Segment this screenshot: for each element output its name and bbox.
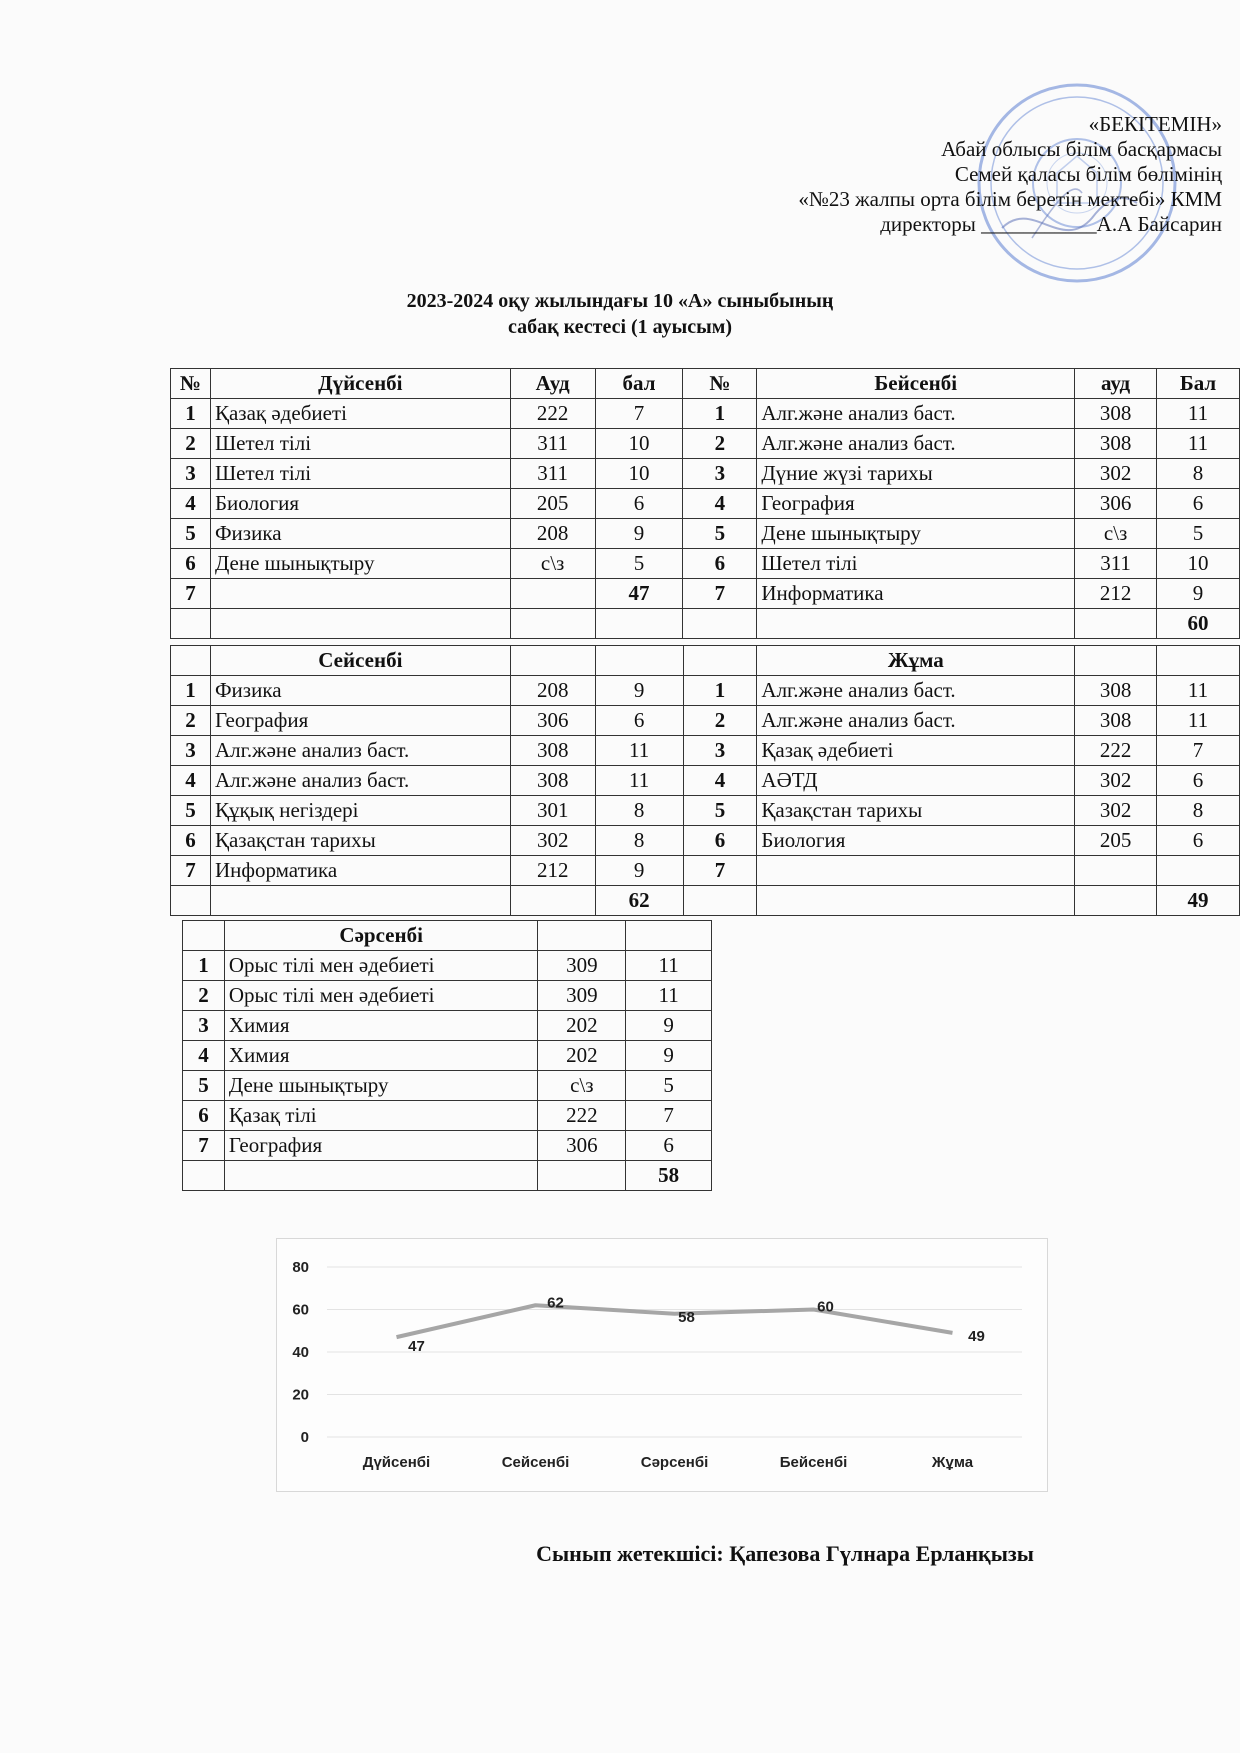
col-aud2: ауд [1075, 369, 1157, 399]
lesson-room: 302 [510, 826, 595, 856]
page-title: 2023-2024 оқу жылындағы 10 «А» сыныбының [406, 290, 834, 312]
x-tick-label: Сәрсенбі [640, 1454, 709, 1471]
lesson-subject: Шетел тілі [757, 549, 1075, 579]
friday-total: 49 [1157, 886, 1240, 916]
table-row [171, 856, 1240, 886]
schedule-table-tue-fri [170, 645, 1240, 916]
lesson-number: 1 [171, 399, 211, 429]
lesson-number: 5 [683, 519, 757, 549]
schedule-table-mon-thu [170, 368, 1240, 639]
data-label: 62 [547, 1294, 564, 1312]
lesson-points [1157, 856, 1240, 886]
empty-cell [224, 1161, 538, 1191]
class-teacher: Сынып жетекшісі: Қапезова Гүлнара Ерланқызы [536, 1541, 1034, 1566]
y-tick-label: 80 [292, 1259, 309, 1276]
lesson-room: 212 [510, 856, 595, 886]
lesson-points: 11 [595, 766, 683, 796]
lesson-points: 9 [595, 856, 683, 886]
lesson-number: 7 [683, 856, 757, 886]
lesson-number: 2 [183, 981, 225, 1011]
lesson-room: 308 [1075, 429, 1157, 459]
lesson-room [1075, 856, 1157, 886]
y-tick-label: 60 [292, 1301, 309, 1319]
empty-cell [1075, 646, 1157, 676]
table-row [183, 1041, 712, 1071]
lesson-points: 9 [1157, 579, 1240, 609]
lesson-number: 7 [683, 579, 757, 609]
tuesday-total: 62 [595, 886, 683, 916]
friday-heading: Жұма [757, 646, 1075, 676]
empty-cell [183, 1161, 225, 1191]
lesson-number: 3 [183, 1011, 225, 1041]
lesson-subject: Орыс тілі мен әдебиеті [224, 981, 538, 1011]
empty-cell [595, 646, 683, 676]
empty-cell [510, 646, 595, 676]
lesson-points: 8 [1157, 796, 1240, 826]
table-row [171, 519, 1240, 549]
lesson-points: 6 [595, 489, 683, 519]
table-row [171, 489, 1240, 519]
empty-cell [1157, 646, 1240, 676]
table-row [171, 766, 1240, 796]
table-header-row [171, 369, 1240, 399]
lesson-room: 302 [1075, 459, 1157, 489]
empty-cell [538, 1161, 626, 1191]
lesson-points: 11 [595, 736, 683, 766]
lesson-room: 306 [510, 706, 595, 736]
lesson-room: 208 [510, 519, 595, 549]
lesson-number: 2 [171, 706, 211, 736]
col-thursday: Бейсенбі [757, 369, 1075, 399]
lesson-subject: Физика [210, 519, 510, 549]
lesson-number: 5 [683, 796, 757, 826]
lesson-room: 308 [1075, 706, 1157, 736]
lesson-room: с\з [1075, 519, 1157, 549]
lesson-subject: Информатика [210, 856, 510, 886]
lesson-points: 7 [1157, 736, 1240, 766]
lesson-subject: Дүние жүзі тарихы [757, 459, 1075, 489]
table-row [183, 1131, 712, 1161]
lesson-subject: Алг.және анализ баст. [210, 736, 510, 766]
empty-cell [757, 609, 1075, 639]
lesson-room: 222 [538, 1101, 626, 1131]
lesson-points: 11 [1157, 676, 1240, 706]
lesson-subject: Химия [224, 1011, 538, 1041]
lesson-points: 6 [626, 1131, 712, 1161]
lesson-number: 4 [171, 489, 211, 519]
lesson-subject: География [210, 706, 510, 736]
lesson-points: 5 [1157, 519, 1240, 549]
day-header-row [171, 646, 1240, 676]
table-row [171, 459, 1240, 489]
lesson-subject: Алг.және анализ баст. [757, 706, 1075, 736]
empty-cell [171, 646, 211, 676]
lesson-number: 1 [171, 676, 211, 706]
lesson-room: 222 [1075, 736, 1157, 766]
lesson-points: 8 [595, 796, 683, 826]
schedule-table-wed [182, 920, 712, 1191]
empty-cell [183, 921, 225, 951]
page-subtitle: сабақ кестесі (1 ауысым) [507, 316, 733, 338]
lesson-room: 302 [1075, 766, 1157, 796]
data-label: 58 [678, 1308, 695, 1326]
empty-cell [683, 646, 757, 676]
table-row [183, 981, 712, 1011]
empty-cell [757, 886, 1075, 916]
lesson-subject: Шетел тілі [210, 429, 510, 459]
empty-cell [210, 609, 510, 639]
lesson-subject: Биология [210, 489, 510, 519]
lesson-points: 5 [626, 1071, 712, 1101]
empty-cell [510, 886, 595, 916]
lesson-subject: Алг.және анализ баст. [757, 399, 1075, 429]
lesson-points: 8 [1157, 459, 1240, 489]
empty-cell [171, 886, 211, 916]
empty-cell [538, 921, 626, 951]
lesson-room: 222 [510, 399, 595, 429]
table-row [171, 399, 1240, 429]
x-tick-label: Бейсенбі [779, 1454, 848, 1471]
table-row [171, 706, 1240, 736]
table-row [171, 826, 1240, 856]
lesson-number: 4 [171, 766, 211, 796]
approval-block [798, 112, 1222, 237]
lesson-points: 6 [1157, 489, 1240, 519]
lesson-room: с\з [510, 549, 595, 579]
lesson-subject: География [224, 1131, 538, 1161]
empty-cell [171, 609, 211, 639]
col-bal2: Бал [1157, 369, 1240, 399]
table-row [183, 1011, 712, 1041]
lesson-subject [210, 579, 510, 609]
lesson-points: 5 [595, 549, 683, 579]
lesson-room: 308 [510, 736, 595, 766]
lesson-points: 9 [626, 1041, 712, 1071]
lesson-subject: География [757, 489, 1075, 519]
lesson-number: 6 [683, 549, 757, 579]
lesson-subject: АӘТД [757, 766, 1075, 796]
lesson-number: 3 [683, 736, 757, 766]
wednesday-total: 58 [626, 1161, 712, 1191]
lesson-points: 6 [1157, 766, 1240, 796]
empty-cell [595, 609, 683, 639]
table-row [183, 1071, 712, 1101]
lesson-room [510, 579, 595, 609]
table-row [183, 951, 712, 981]
lesson-points: 11 [626, 981, 712, 1011]
lesson-number: 7 [183, 1131, 225, 1161]
lesson-subject: Алг.және анализ баст. [757, 429, 1075, 459]
lesson-room: 208 [510, 676, 595, 706]
lesson-number: 1 [183, 951, 225, 981]
lesson-points: 6 [1157, 826, 1240, 856]
empty-cell [1075, 886, 1157, 916]
table-row [171, 736, 1240, 766]
approval-office: Семей қаласы білім бөлімінің [954, 162, 1222, 186]
table-row [171, 886, 1240, 916]
col-num2: № [683, 369, 757, 399]
x-tick-label: Дүйсенбі [362, 1454, 431, 1471]
lesson-subject: Қазақстан тарихы [757, 796, 1075, 826]
lesson-number: 4 [683, 489, 757, 519]
empty-cell [510, 609, 595, 639]
lesson-subject: Информатика [757, 579, 1075, 609]
lesson-points: 9 [595, 519, 683, 549]
y-tick-label: 40 [292, 1344, 309, 1361]
col-bal: бал [595, 369, 683, 399]
lesson-number: 2 [683, 706, 757, 736]
data-label: 60 [817, 1298, 834, 1316]
lesson-number: 3 [171, 736, 211, 766]
x-tick-label: Сейсенбі [501, 1454, 570, 1471]
lesson-points: 11 [1157, 429, 1240, 459]
lesson-number: 3 [683, 459, 757, 489]
table-row [183, 1161, 712, 1191]
lesson-number: 6 [183, 1101, 225, 1131]
y-tick-label: 20 [292, 1386, 309, 1404]
lesson-points: 10 [1157, 549, 1240, 579]
lesson-points: 9 [595, 676, 683, 706]
col-num: № [171, 369, 211, 399]
lesson-room: 308 [1075, 399, 1157, 429]
lesson-room: 205 [510, 489, 595, 519]
lesson-room: с\з [538, 1071, 626, 1101]
lesson-number: 7 [171, 579, 211, 609]
lesson-points: 11 [626, 951, 712, 981]
wednesday-heading: Сәрсенбі [224, 921, 538, 951]
col-monday: Дүйсенбі [210, 369, 510, 399]
lesson-room: 302 [1075, 796, 1157, 826]
empty-cell [1075, 609, 1157, 639]
lesson-subject: Алг.және анализ баст. [757, 676, 1075, 706]
lesson-room: 309 [538, 951, 626, 981]
day-header-row [183, 921, 712, 951]
table-row [183, 1101, 712, 1131]
lesson-subject: Орыс тілі мен әдебиеті [224, 951, 538, 981]
lesson-subject: Қазақ әдебиеті [757, 736, 1075, 766]
lesson-room: 212 [1075, 579, 1157, 609]
lesson-room: 311 [510, 429, 595, 459]
lesson-number: 7 [171, 856, 211, 886]
lesson-subject: Алг.және анализ баст. [210, 766, 510, 796]
chart-svg [277, 1239, 1047, 1491]
table-row [171, 549, 1240, 579]
lesson-room: 306 [1075, 489, 1157, 519]
lesson-room: 309 [538, 981, 626, 1011]
tuesday-heading: Сейсенбі [210, 646, 510, 676]
lesson-subject: Шетел тілі [210, 459, 510, 489]
lesson-subject: Құқық негіздері [210, 796, 510, 826]
lesson-subject: Физика [210, 676, 510, 706]
lesson-room: 311 [510, 459, 595, 489]
lesson-subject: Қазақстан тарихы [210, 826, 510, 856]
lesson-number: 5 [171, 519, 211, 549]
lesson-room: 202 [538, 1011, 626, 1041]
lesson-points: 10 [595, 459, 683, 489]
lesson-room: 301 [510, 796, 595, 826]
lesson-number: 5 [171, 796, 211, 826]
data-label: 49 [968, 1327, 985, 1345]
lesson-points: 7 [595, 399, 683, 429]
lesson-number: 4 [683, 766, 757, 796]
empty-cell [683, 609, 757, 639]
x-tick-label: Жұма [931, 1454, 974, 1471]
lesson-number: 1 [683, 399, 757, 429]
lesson-subject: Химия [224, 1041, 538, 1071]
lesson-number: 2 [683, 429, 757, 459]
lesson-subject: Биология [757, 826, 1075, 856]
lesson-number: 5 [183, 1071, 225, 1101]
data-label: 47 [408, 1338, 425, 1356]
lesson-number: 1 [683, 676, 757, 706]
lesson-room: 205 [1075, 826, 1157, 856]
table-row [171, 579, 1240, 609]
empty-cell [626, 921, 712, 951]
lesson-points: 9 [626, 1011, 712, 1041]
lesson-points: 11 [1157, 706, 1240, 736]
lesson-subject: Дене шынықтыру [224, 1071, 538, 1101]
y-tick-label: 0 [300, 1429, 309, 1446]
lesson-subject: Қазақ әдебиеті [210, 399, 510, 429]
lesson-number: 4 [183, 1041, 225, 1071]
lesson-room: 308 [1075, 676, 1157, 706]
table-row [171, 609, 1240, 639]
empty-cell [683, 886, 757, 916]
empty-cell [210, 886, 510, 916]
lesson-points: 7 [626, 1101, 712, 1131]
lesson-subject: Дене шынықтыру [757, 519, 1075, 549]
lesson-number: 6 [171, 826, 211, 856]
approval-director: директоры ___________А.А Байсарин [880, 212, 1222, 236]
col-aud: Ауд [510, 369, 595, 399]
lesson-subject: Дене шынықтыру [210, 549, 510, 579]
lesson-number: 6 [171, 549, 211, 579]
lesson-room: 306 [538, 1131, 626, 1161]
table-row [171, 796, 1240, 826]
lesson-points: 6 [595, 706, 683, 736]
points-line-chart [276, 1238, 1048, 1492]
approval-title: «БЕКІТЕМІН» [1088, 112, 1222, 136]
series-line [397, 1305, 953, 1337]
monday-total: 47 [595, 579, 683, 609]
thursday-total: 60 [1157, 609, 1240, 639]
lesson-subject [757, 856, 1075, 886]
table-row [171, 676, 1240, 706]
lesson-points: 11 [1157, 399, 1240, 429]
lesson-room: 308 [510, 766, 595, 796]
table-row [171, 429, 1240, 459]
lesson-room: 202 [538, 1041, 626, 1071]
lesson-subject: Қазақ тілі [224, 1101, 538, 1131]
lesson-number: 6 [683, 826, 757, 856]
approval-school: «№23 жалпы орта білім беретін мектебі» КММ [798, 187, 1222, 211]
lesson-room: 311 [1075, 549, 1157, 579]
lesson-points: 10 [595, 429, 683, 459]
lesson-number: 2 [171, 429, 211, 459]
approval-dept: Абай облысы білім басқармасы [941, 137, 1222, 161]
lesson-number: 3 [171, 459, 211, 489]
lesson-points: 8 [595, 826, 683, 856]
